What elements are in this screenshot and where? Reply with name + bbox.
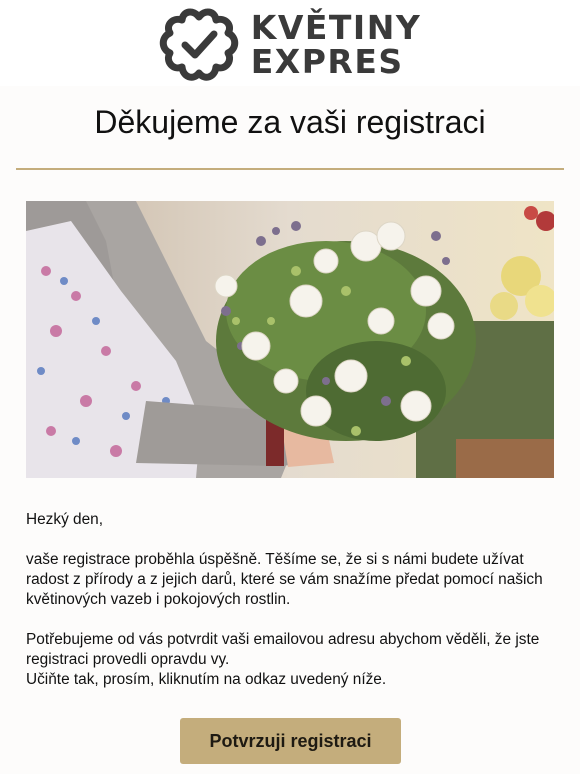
- brand-name-line1: KVĚTINY: [250, 8, 422, 47]
- message-body: [26, 510, 556, 690]
- greeting-text: Hezký den,: [26, 511, 103, 528]
- flower-checkmark-icon: [159, 5, 239, 85]
- hero-image: [26, 201, 554, 478]
- brand-name-line2: EXPRES: [250, 42, 404, 81]
- page-title: Děkujeme za vaši registraci: [94, 104, 486, 140]
- email-content: [0, 86, 580, 774]
- bouquet-photo: [26, 201, 554, 478]
- title-divider: [16, 168, 564, 170]
- confirmation-paragraph: vaše registrace proběhla úspěšně. Těšíme se, že si s námi budete užívat radost z přírody a z jejich darů, které se vám snažíme předat pomocí našich květinových vazeb i pokojových rostlin.: [26, 551, 543, 608]
- confirm-registration-button[interactable]: Potvrzuji registraci: [180, 718, 401, 764]
- brand-wordmark: [250, 8, 422, 81]
- brand-header: [0, 0, 580, 86]
- instruction-text: Učiňte tak, prosím, kliknutím na odkaz uvedený níže.: [26, 671, 387, 688]
- verify-email-paragraph: Potřebujeme od vás potvrdit vaši emailovou adresu abychom věděli, že jste registraci provedli opravdu vy.: [26, 631, 540, 668]
